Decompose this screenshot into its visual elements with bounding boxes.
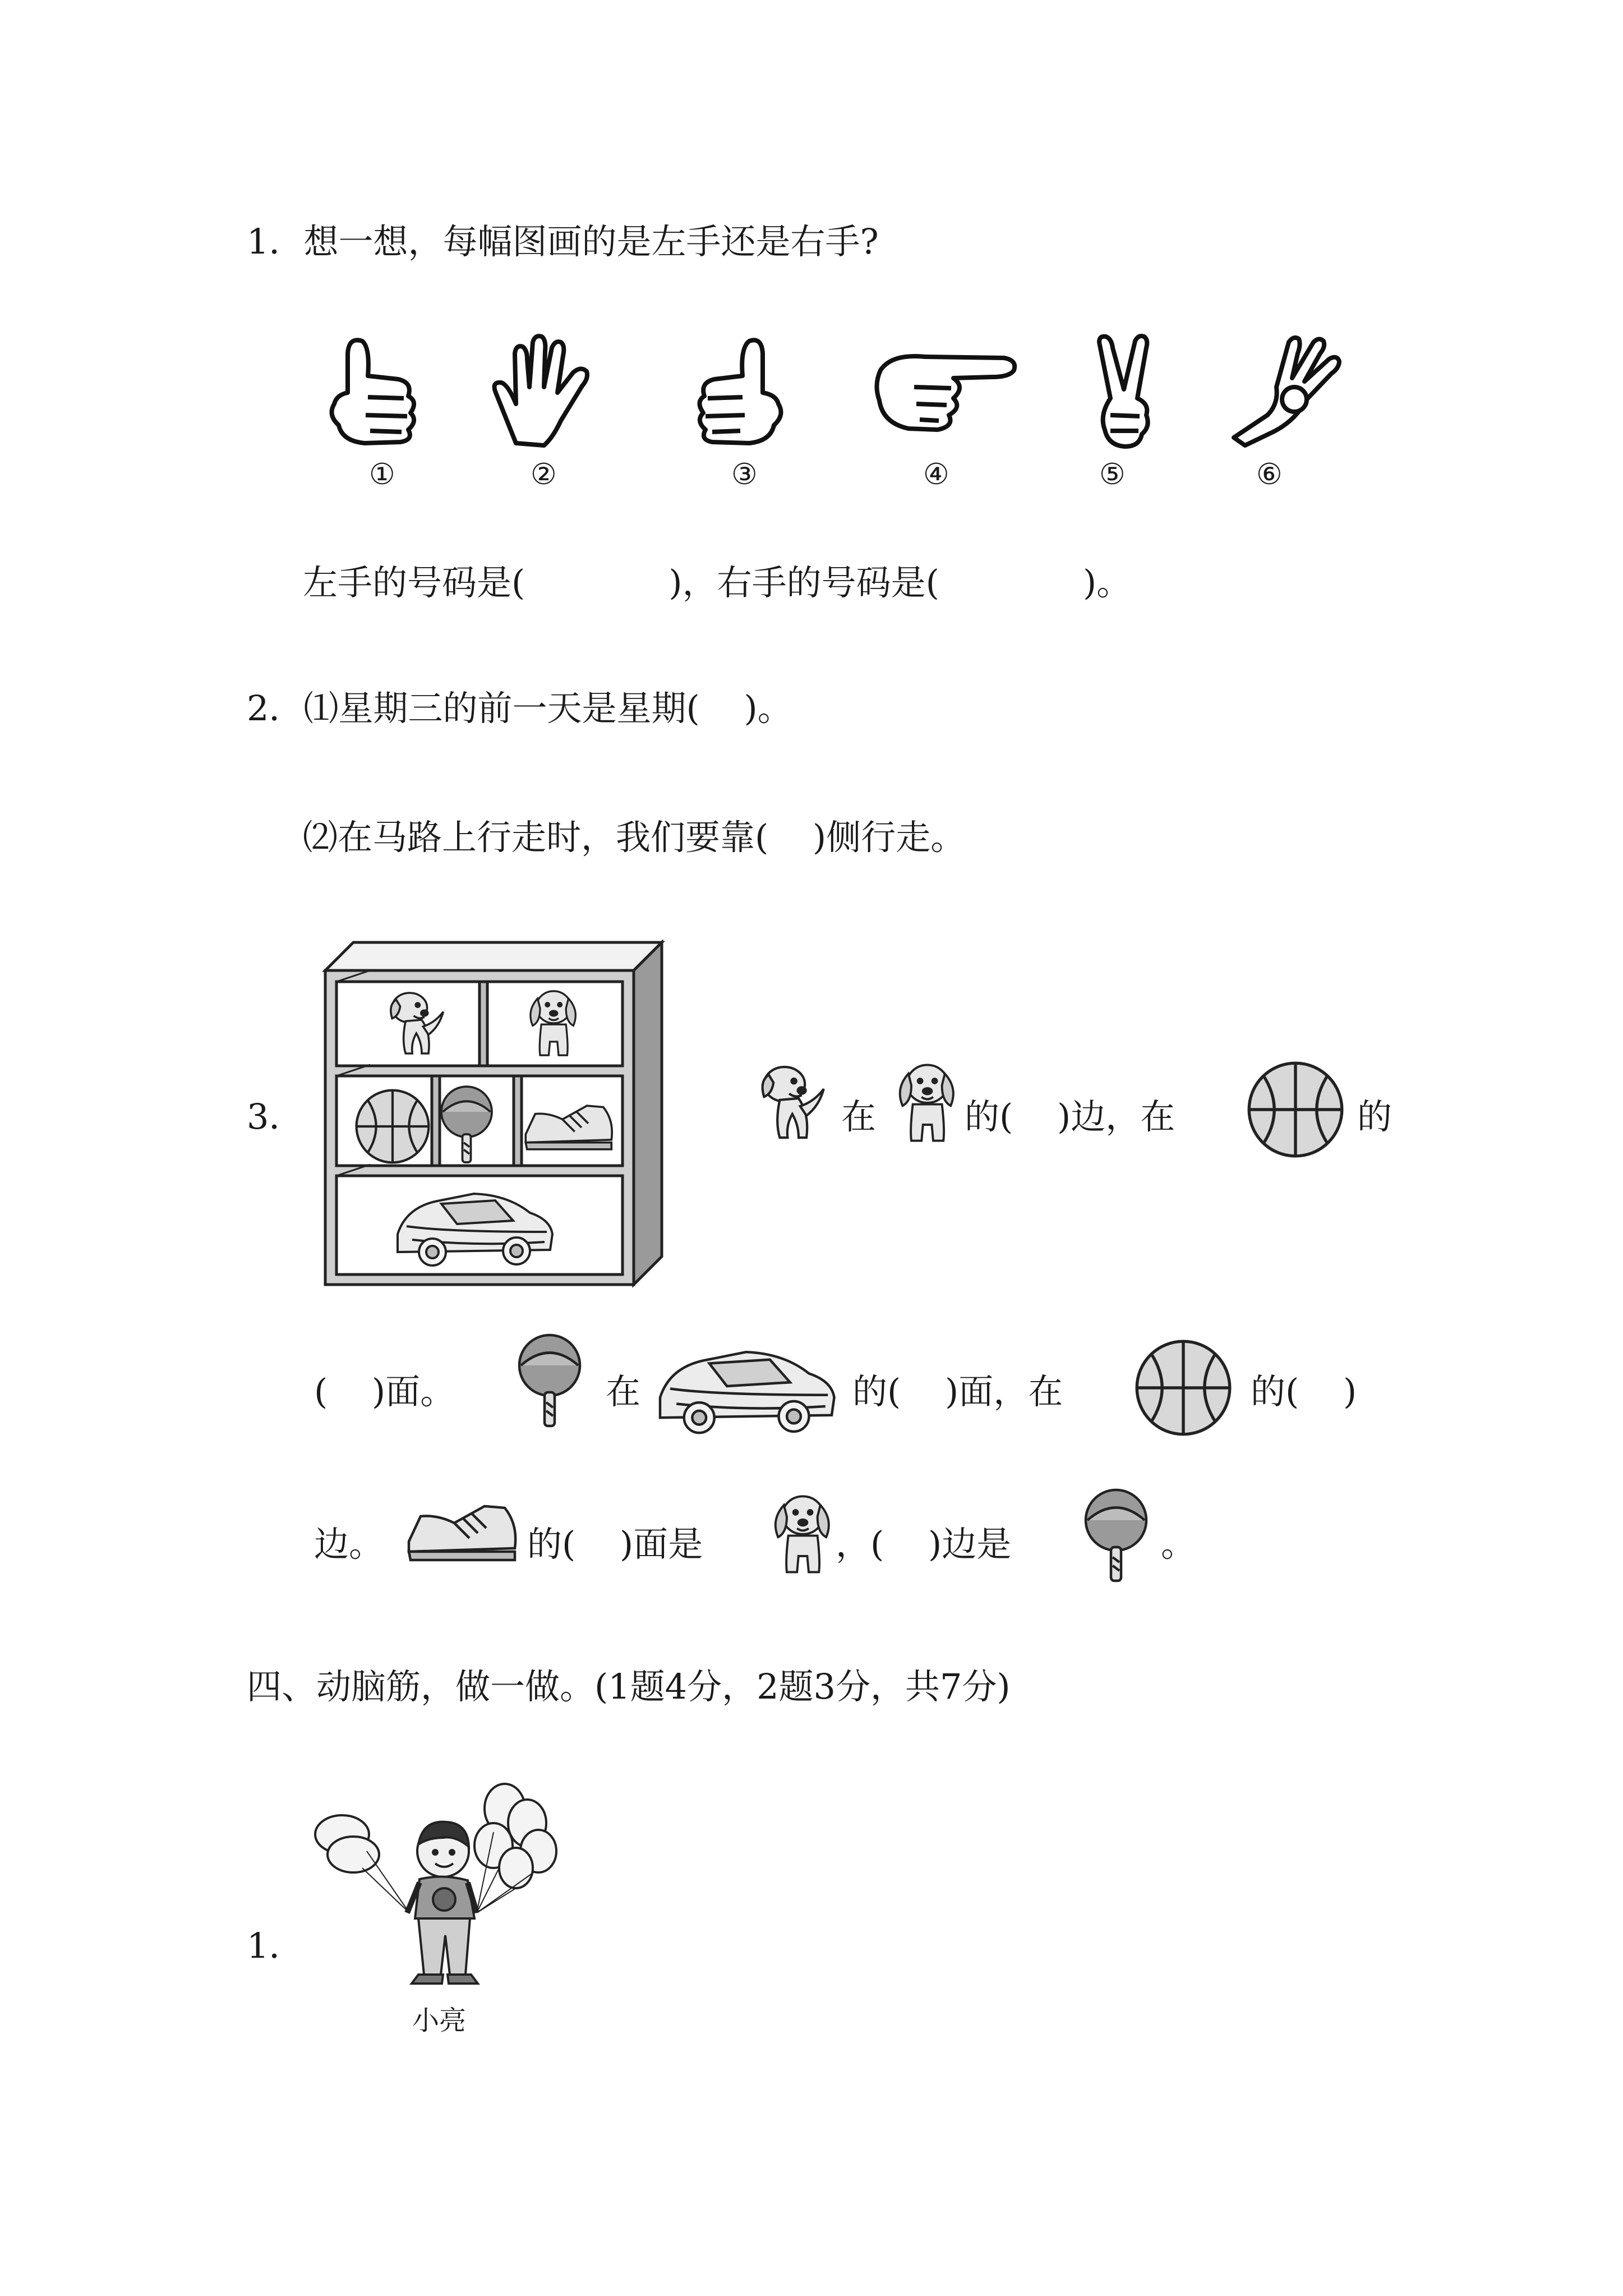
section4-heading: 四、动脑筋，做一做。(1题4分，2题3分，共7分)	[247, 1666, 1011, 1707]
hand-pointing-icon	[869, 331, 1021, 445]
hand-number-5: ⑤	[1099, 458, 1126, 491]
q1-answer-line: 左手的号码是( )，右手的号码是( )。	[303, 562, 1132, 603]
q3-text-de-3: 的( )面，在	[852, 1371, 1063, 1412]
hand-number-4: ④	[923, 458, 949, 491]
q1-prompt: 1．想一想，每幅图画的是左手还是右手?	[247, 221, 879, 262]
paddle-icon-2	[1082, 1487, 1150, 1590]
hand-number-1: ①	[369, 458, 395, 491]
q2-part1: 2．⑴星期三的前一天是星期( )。	[247, 688, 792, 729]
hand-ok-sign-icon	[1223, 331, 1346, 451]
q3-text-zai-1: 在	[841, 1096, 877, 1137]
car-icon	[651, 1341, 841, 1444]
section4-q1-number: 1．	[247, 1925, 304, 1966]
shelf-illustration	[320, 937, 667, 1298]
hand-thumbs-up-icon-2	[695, 331, 796, 457]
q3-number: 3．	[247, 1096, 304, 1137]
q3-line3-start: 边。	[314, 1524, 384, 1565]
shoe-icon	[404, 1497, 522, 1572]
dog-front-icon	[889, 1052, 962, 1156]
q3-line2-start: ( )面。	[314, 1371, 455, 1412]
dog-side-icon	[751, 1055, 830, 1152]
hand-thumbs-up-icon-1	[314, 331, 426, 457]
basketball-icon-2	[1133, 1337, 1234, 1441]
dog-front-icon-2	[765, 1481, 838, 1590]
hand-number-6: ⑥	[1256, 458, 1283, 491]
hand-number-3: ③	[731, 458, 758, 491]
hand-number-2: ②	[531, 458, 557, 491]
paddle-icon	[516, 1332, 583, 1435]
q3-text-de-2: 的	[1357, 1096, 1393, 1137]
q3-text-de-4: 的( )	[1251, 1371, 1357, 1412]
boy-name-label: 小亮	[412, 2005, 467, 2036]
q2-part2: ⑵在马路上行走时，我们要靠( )侧行走。	[303, 817, 966, 858]
basketball-icon	[1245, 1059, 1346, 1162]
q3-text-end: 。	[1161, 1524, 1196, 1565]
q3-text-de-5: 的( )面是	[527, 1524, 703, 1565]
q3-text-de-1: 的( )边，在	[965, 1096, 1175, 1137]
q3-text-mid: ，( )边是	[836, 1524, 1012, 1565]
hand-open-palm-icon	[482, 331, 606, 457]
boy-with-balloons-illustration	[308, 1784, 600, 2022]
hand-victory-icon	[1088, 331, 1166, 457]
q3-text-zai-2: 在	[606, 1371, 641, 1412]
